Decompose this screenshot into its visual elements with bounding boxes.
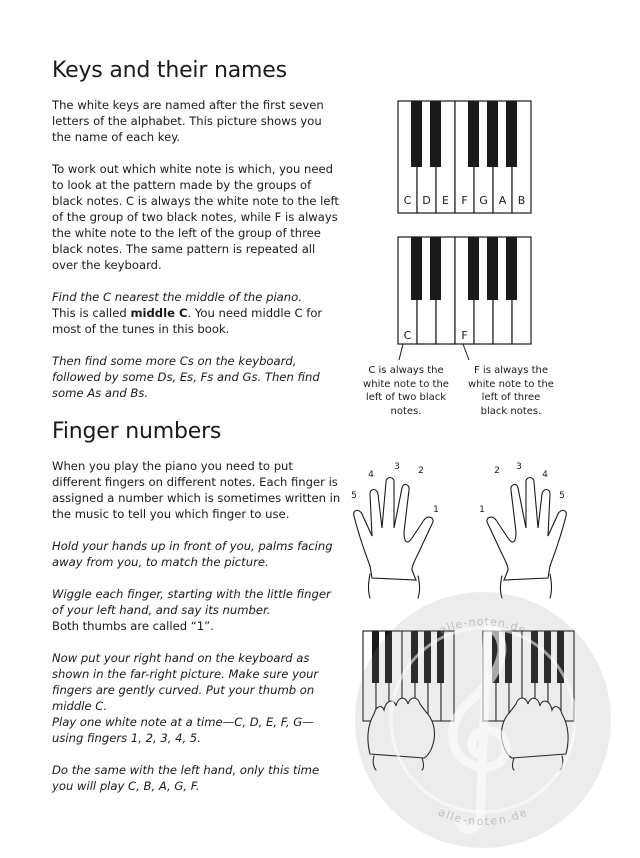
watermark-text-bottom: alle-noten.de — [436, 805, 530, 829]
right-finger-4: 4 — [542, 470, 548, 480]
middle-c-pre: This is called — [52, 306, 131, 320]
keys-paragraph-2: To work out which white note is which, you need to look at the pattern made by the groups of black notes. C is always the white note to the left of the group of two black notes, while F is always the white note to the left of the group of three black notes. The same pattern is repeated all over the keyboard. — [52, 162, 339, 272]
finger-paragraph-5: Play one white note at a time—C, D, E, F, G—using fingers 1, 2, 3, 4, 5. — [52, 715, 314, 745]
key-label-c: C — [403, 194, 412, 207]
keys-paragraph-3 — [52, 289, 344, 337]
finger-paragraph-2: Hold your hands up in front of you, palms facing away from you, to match the picture. — [52, 539, 333, 569]
pointer-line-f — [463, 344, 469, 360]
middle-c-post: . You need middle C for most of the tunes in this book. — [52, 306, 323, 336]
finger-paragraph-6: Do the same with the left hand, only this time you will play C, B, A, G, F. — [52, 763, 320, 793]
left-finger-1: 1 — [433, 505, 439, 515]
left-finger-5: 5 — [351, 491, 357, 501]
keys-paragraph-4: Then find some more Cs on the keyboard, followed by some Ds, Es, Fs and Gs. Then find some As and Bs. — [52, 354, 320, 400]
thumbs-note: Both thumbs are called “1”. — [52, 619, 214, 633]
key-label-f: F — [461, 329, 468, 342]
left-finger-2: 2 — [418, 466, 424, 476]
right-hand-illustration — [472, 458, 572, 598]
finger-heading: Finger numbers — [52, 419, 222, 444]
finger-paragraph-4: Now put your right hand on the keyboard as shown in the far-right picture. Make sure your fingers are gently curved. Put your thumb on middle C. — [52, 651, 319, 713]
right-finger-5: 5 — [559, 491, 565, 501]
key-label-e: E — [442, 194, 449, 207]
wiggle-instruction: Wiggle each finger, starting with the little finger of your left hand, and say its number. — [52, 587, 331, 617]
key-label-a: A — [498, 194, 507, 207]
caption-f: F is always the white note to the left of three black notes. — [468, 365, 554, 417]
right-finger-1: 1 — [479, 505, 485, 515]
right-finger-2: 2 — [494, 466, 500, 476]
finger-paragraph-3 — [52, 586, 344, 634]
middle-c-term: middle C — [130, 306, 188, 320]
keyboard-labelled-diagram — [397, 100, 535, 215]
right-finger-3: 3 — [516, 462, 522, 472]
key-label-f: F — [461, 194, 468, 207]
middle-c-instruction: Find the C nearest the middle of the piano. — [52, 290, 302, 304]
left-finger-4: 4 — [368, 470, 374, 480]
key-label-c: C — [403, 329, 412, 342]
watermark-logo — [348, 585, 618, 855]
keyboard-c-f-diagram — [397, 236, 535, 361]
key-label-b: B — [517, 194, 526, 207]
keys-paragraph-1: The white keys are named after the first seven letters of the alphabet. This picture shows you the name of each key. — [52, 98, 324, 144]
pointer-line-c — [399, 344, 403, 360]
watermark-text-top: alle-noten.de — [437, 614, 529, 638]
left-finger-3: 3 — [394, 462, 400, 472]
left-hand-illustration — [348, 458, 448, 598]
key-label-d: D — [422, 194, 431, 207]
keys-heading: Keys and their names — [52, 58, 287, 83]
finger-paragraph-1: When you play the piano you need to put different fingers on different notes. Each finger is assigned a number which is sometimes written in the music to tell you which finger to use. — [52, 459, 341, 521]
caption-c: C is always the white note to the left of two black notes. — [363, 365, 449, 417]
key-label-g: G — [479, 194, 488, 207]
